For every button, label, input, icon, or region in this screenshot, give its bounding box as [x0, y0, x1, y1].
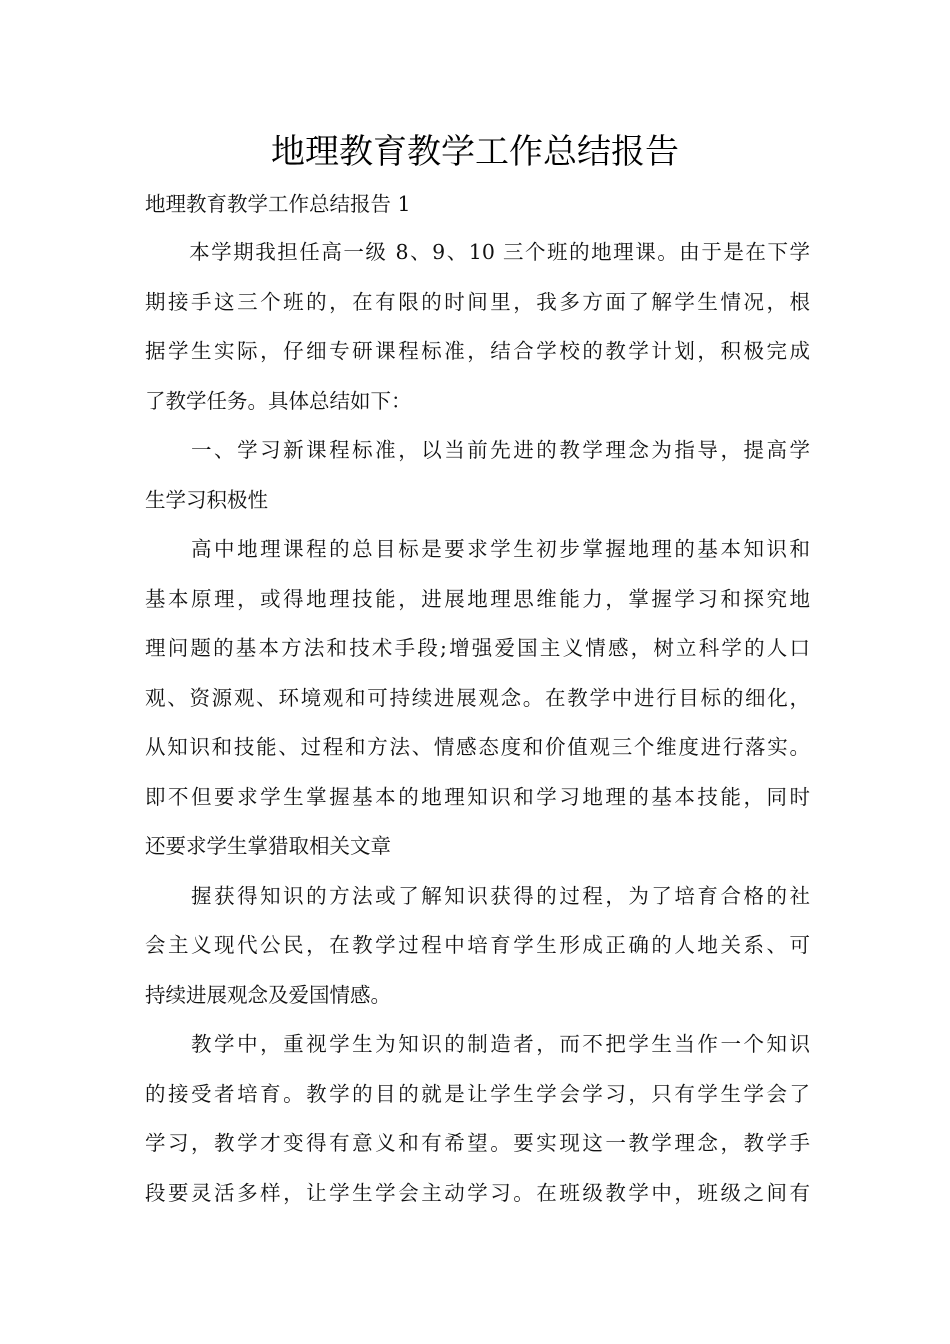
paragraph-line: 期接手这三个班的，在有限的时间里，我多方面了解学生情况，根	[145, 289, 810, 314]
paragraph-line: 理问题的基本方法和技术手段;增强爱国主义情感，树立科学的人口	[145, 636, 810, 660]
paragraph-1	[145, 228, 810, 426]
section-heading: 地理教育教学工作总结报告 1	[145, 192, 411, 216]
paragraph-4	[145, 872, 810, 1021]
paragraph-line: 还要求学生掌猎取相关文章	[145, 834, 391, 858]
document-title: 地理教育教学工作总结报告	[271, 132, 679, 172]
paragraph-line: 生学习积极性	[145, 487, 268, 512]
paragraph-line: 了教学任务。具体总结如下：	[145, 388, 412, 413]
paragraph-line: 持续进展观念及爱国情感。	[145, 982, 391, 1007]
paragraph-line: 段要灵活多样，让学生学会主动学习。在班级教学中，班级之间有	[145, 1180, 810, 1205]
paragraph-line: 高中地理课程的总目标是要求学生初步掌握地理的基本知识和	[145, 537, 810, 561]
paragraph-line: 的接受者培育。教学的目的就是让学生学会学习，只有学生学会了	[145, 1081, 810, 1106]
paragraph-line: 握获得知识的方法或了解知识获得的过程，为了培育合格的社	[145, 883, 810, 908]
paragraph-line: 一、学习新课程标准，以当前先进的教学理念为指导，提高学	[145, 438, 810, 462]
paragraph-line: 据学生实际，仔细专研课程标准，结合学校的教学计划，积极完成	[145, 339, 810, 363]
paragraph-2	[145, 426, 810, 525]
paragraph-3	[145, 525, 810, 872]
paragraph-line: 会主义现代公民，在教学过程中培育学生形成正确的人地关系、可	[145, 933, 810, 957]
paragraph-line: 从知识和技能、过程和方法、情感态度和价值观三个维度进行落实。	[145, 735, 810, 759]
paragraph-line: 教学中，重视学生为知识的制造者，而不把学生当作一个知识	[145, 1032, 810, 1056]
paragraph-line: 即不但要求学生掌握基本的地理知识和学习地理的基本技能，同时	[145, 784, 810, 809]
paragraph-line: 基本原理，或得地理技能，进展地理思维能力，掌握学习和探究地	[145, 586, 810, 611]
paragraph-line: 学习，教学才变得有意义和有希望。要实现这一教学理念，教学手	[145, 1131, 810, 1155]
document-body	[145, 180, 810, 1218]
paragraph-line: 观、资源观、环境观和可持续进展观念。在教学中进行目标的细化，	[145, 685, 810, 710]
paragraph-5	[145, 1020, 810, 1218]
paragraph-line: 本学期我担任高一级 8、9、10 三个班的地理课。由于是在下学	[145, 240, 810, 264]
